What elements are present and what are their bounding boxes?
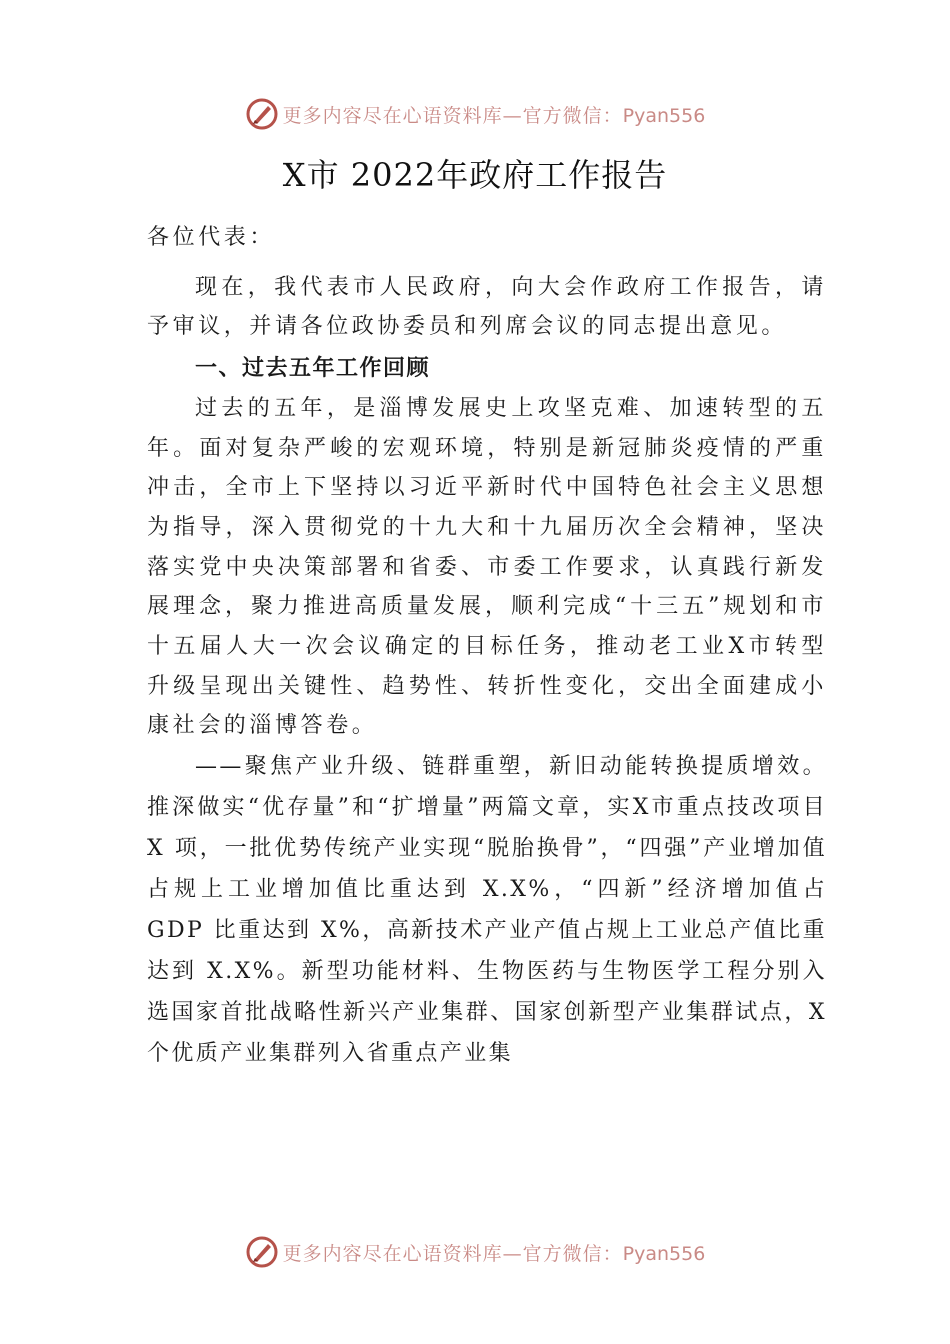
wechat-id: Pyan556 (622, 104, 706, 127)
pen-seal-icon (245, 1235, 279, 1269)
pen-seal-icon (245, 97, 279, 131)
document-body (147, 218, 827, 1074)
watermark-text: 更多内容尽在心语资料库—官方微信：Pyan556 (282, 104, 706, 127)
salutation: 各位代表： (147, 225, 276, 250)
watermark-banner-top (0, 94, 950, 134)
wechat-id: Pyan556 (622, 1242, 706, 1265)
industry-paragraph: ——聚焦产业升级、链群重塑，新旧动能转换提质增效。推深做实“优存量”和“扩增量”两篇文章，实X市重点技改项目 X 项，一批优势传统产业实现“脱胎换骨”，“四强”产业增加值占规上工业增加值比重达到 X.X%，“四新”经济增加值占 GDP 比重达到 X%，高新技术产业产值占规上工业总产值比重达到 X.X%。新型功能材料、生物医药与生物医学工程分别入选国家首批战略性新兴产业集群、国家创新型产业集群试点，X个优质产业集群列入省重点产业集 (147, 754, 827, 1067)
watermark-text: 更多内容尽在心语资料库—官方微信：Pyan556 (282, 1242, 706, 1265)
watermark-banner-bottom (0, 1232, 950, 1272)
intro-paragraph: 现在，我代表市人民政府，向大会作政府工作报告，请予审议，并请各位政协委员和列席会议的同志提出意见。 (147, 274, 827, 340)
review-paragraph: 过去的五年，是淄博发展史上攻坚克难、加速转型的五年。面对复杂严峻的宏观环境，特别是新冠肺炎疫情的严重冲击，全市上下坚持以习近平新时代中国特色社会主义思想为指导，深入贯彻党的十九大和十九届历次全会精神，坚决落实党中央决策部署和省委、市委工作要求，认真践行新发展理念，聚力推进高质量发展，顺利完成“十三五”规划和市十五届人大一次会议确定的目标任务，推动老工业X市转型升级呈现出关键性、趋势性、转折性变化，交出全面建成小康社会的淄博答卷。 (147, 395, 827, 739)
section-heading: 一、过去五年工作回顾 (195, 356, 431, 382)
document-title: X市 2022年政府工作报告 (282, 156, 668, 194)
